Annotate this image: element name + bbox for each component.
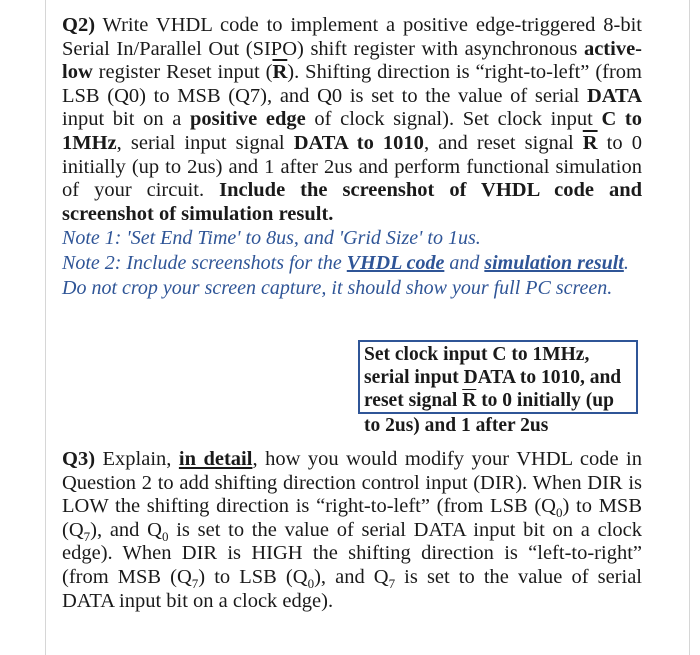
q3-in-detail: in detail <box>178 448 253 470</box>
callout-text-2: to 0 initially (up <box>476 390 614 411</box>
q2-text-7: , and reset signal <box>423 131 583 154</box>
q3-text-8: is set to the value of serial DATA input bit on a clock edge). <box>62 565 643 612</box>
q3-sub-4: 7 <box>191 576 199 592</box>
callout-text-1: Set clock input C to 1MHz, serial input DATA to 1010, and reset signal <box>364 344 622 411</box>
q3-text-1: Explain, <box>95 448 179 470</box>
q3-sub-2: 7 <box>83 528 91 544</box>
r-bar-symbol: $\overline{R}$ <box>272 61 288 84</box>
r-bar-symbol-2: $\overline{R}$ <box>582 131 598 154</box>
q2-positive-edge: positive edge <box>190 108 306 131</box>
q3-text-3: ) to MSB (Q <box>62 495 643 541</box>
q2-data-word: DATA <box>586 84 642 107</box>
q3-sub-6: 7 <box>388 576 396 592</box>
q3-sub-3: 0 <box>161 528 169 544</box>
q2-text-6: , serial input signal <box>116 131 294 154</box>
callout-r-bar: $\overline{R}$ <box>462 390 477 411</box>
q2-text-1: Write VHDL code to implement a positive edge-triggered 8-bit Serial In/Parallel Out (SIPO) shift register with asynchronous <box>62 14 642 60</box>
q2-clock-setting: C to 1MHz <box>62 108 642 154</box>
q2-label: Q2) <box>62 14 96 36</box>
q2-include-instruction: Include the screenshot of VHDL code and screenshot of simulation result. <box>62 179 643 225</box>
q3-text-4: ), and Q <box>90 518 162 541</box>
callout-box <box>358 340 638 414</box>
q3-sub-5: 0 <box>307 576 315 592</box>
question-2-text <box>62 14 642 226</box>
callout-tail: to 2us) and 1 after 2us <box>364 415 549 436</box>
question-3-text <box>62 448 642 613</box>
q3-text-2: , how you would modify your VHDL code in Question 2 to add shifting direction control input (DIR). When DIR is LOW the shifting direction is “right-to-left” (from LSB (Q <box>62 448 642 518</box>
callout-annotation <box>358 340 638 437</box>
question-3-section <box>62 448 642 613</box>
simulation-link[interactable]: simulation result <box>484 252 624 275</box>
q2-active-low: active-low <box>62 37 642 84</box>
note-2-text-2: and <box>444 252 485 275</box>
q3-text-7: ), and Q <box>314 565 389 588</box>
q2-text-5: of clock signal). Set clock input <box>305 108 602 131</box>
note-1: Note 1: 'Set End Time' to 8us, and 'Grid Size' to 1us. <box>62 227 481 250</box>
note-2-text-1: Note 2: Include screenshots for the <box>62 252 347 275</box>
note-2-text-3: . Do not crop your screen capture, it should show your full PC screen. <box>62 252 629 300</box>
question-2-section <box>62 14 642 301</box>
q3-sub-1: 0 <box>556 505 563 521</box>
q2-text-2: register Reset input ( <box>92 61 273 84</box>
q2-text-4: input bit on a <box>62 108 191 131</box>
q3-text-6: ) to LSB (Q <box>198 565 308 588</box>
q2-text-3: ). Shifting direction is “right-to-left” (from LSB (Q0) to MSB (Q7), and Q0 is set to the value of serial <box>62 61 642 107</box>
note-2 <box>62 251 642 301</box>
vhdl-code-link[interactable]: VHDL code <box>346 252 445 275</box>
q3-label: Q3) <box>62 448 96 470</box>
q2-text-8: to 0 initially (up to 2us) and 1 after 2us and perform functional simulation of your circuit. <box>62 131 642 202</box>
q2-data-setting: DATA to 1010 <box>293 131 424 154</box>
q3-text-5: is set to the value of serial DATA input bit on a clock edge). When DIR is HIGH the shifting direction is “left-to-right” (from MSB (Q <box>62 518 642 588</box>
